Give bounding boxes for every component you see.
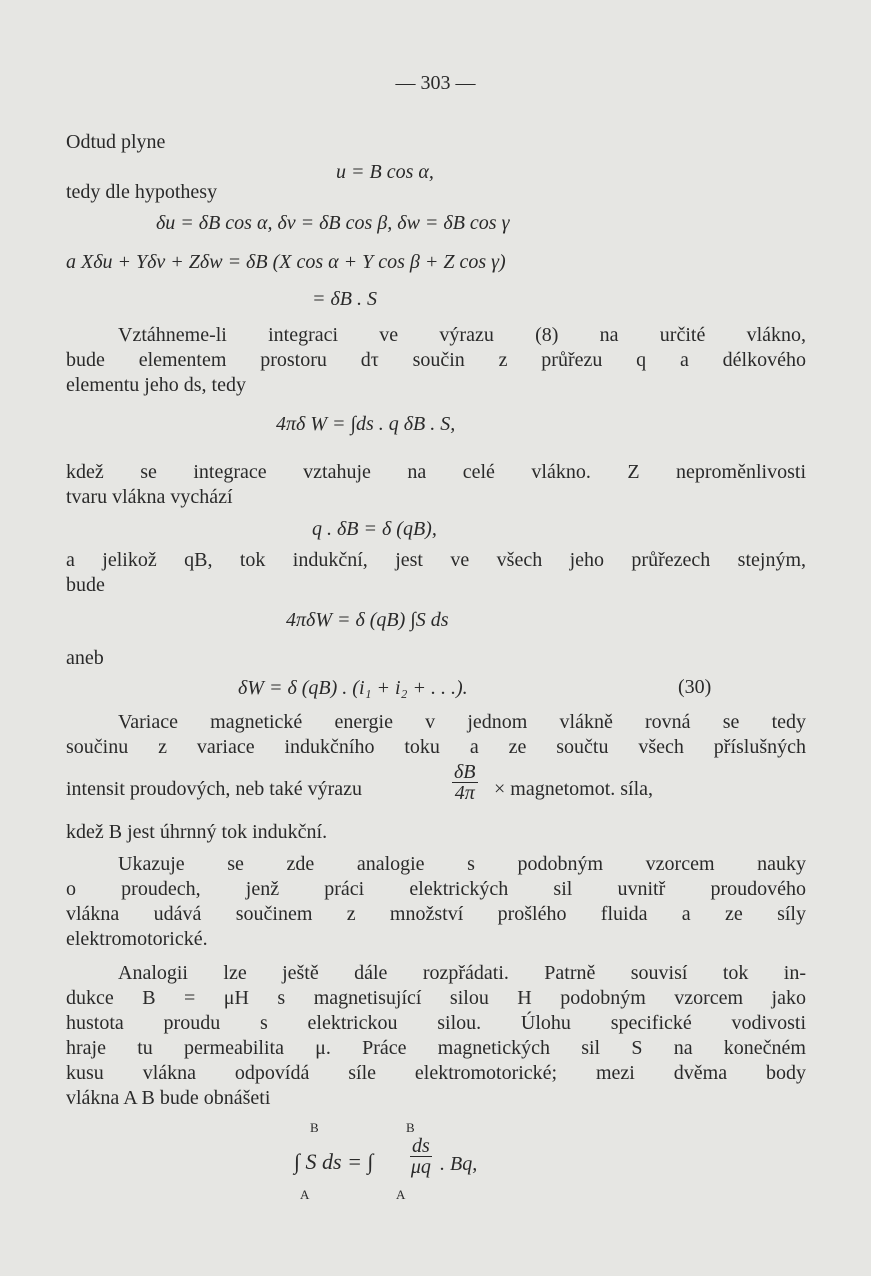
equation: a Xδu + Yδv + Zδw = δB (X cos α + Y cos β + Z cos γ) [66, 251, 506, 273]
equation-number: (30) [678, 676, 712, 698]
text-line: Vztáhneme-li integraci ve výrazu (8) na určité vlákno, [118, 324, 806, 346]
text-line: Odtud plyne [66, 131, 166, 153]
equation: = δB . S [312, 288, 378, 310]
text-line: o proudech, jenž práci elektrických sil uvnitř proudového [66, 878, 806, 900]
text-line: součinu z variace indukčního toku a ze součtu všech příslušných [66, 736, 806, 758]
text-line: vlákna udává součinem z množství prošlého fluida a ze síly [66, 903, 806, 925]
text-line: hraje tu permeabilita μ. Práce magnetických sil S na konečném [66, 1037, 806, 1059]
equation: 4πδW = δ (qB) ∫S ds [286, 609, 449, 631]
integral-lower-limit: A [300, 1187, 310, 1202]
text-line: bude elementem prostoru dτ součin z průřezu q a délkového [66, 349, 806, 371]
equation: u = B cos α, [336, 161, 434, 183]
equation: q . δB = δ (qB), [312, 518, 437, 540]
text-line: hustota proudu s elektrickou silou. Úlohu specifické vodivosti [66, 1012, 806, 1034]
fraction-denominator: μq [410, 1156, 431, 1178]
text-line: tedy dle hypothesy [66, 181, 218, 203]
text-line: kdež B jest úhrnný tok indukční. [66, 821, 328, 843]
text-line: Analogii lze ještě dále rozpřádati. Patrně souvisí tok in- [118, 962, 806, 984]
text-line: dukce B = μH s magnetisující silou H podobným vzorcem jako [66, 987, 806, 1009]
fraction [452, 762, 478, 803]
equation: δW = δ (qB) . (i₁ + i₂ + . . .). [238, 677, 468, 699]
integral-upper-limit: B [406, 1120, 415, 1135]
text-line: intensit proudových, neb také výrazu [66, 778, 363, 800]
text-line: bude [66, 574, 105, 596]
text-line: elementu jeho ds, tedy [66, 374, 246, 396]
text-line: × magnetomot. síla, [494, 778, 654, 800]
text-line: Ukazuje se zde analogie s podobným vzorcem nauky [118, 853, 806, 875]
integral-lower-limit: A [396, 1187, 406, 1202]
text-line: kusu vlákna odpovídá síle elektromotorické; mezi dvěma body [66, 1062, 806, 1084]
page-number: — 303 — [395, 72, 476, 94]
fraction-denominator: 4π [454, 782, 475, 804]
equation: . Bq, [440, 1153, 478, 1175]
fraction-numerator: ds [412, 1135, 430, 1157]
equation: ∫ S ds = ∫ [294, 1149, 374, 1174]
equation: 4πδ W = ∫ds . q δB . S, [276, 413, 456, 435]
fraction [410, 1136, 432, 1177]
text-line: Variace magnetické energie v jednom vlákně rovná se tedy [118, 711, 806, 733]
text-line: elektromotorické. [66, 928, 208, 950]
text-line: aneb [66, 647, 104, 669]
equation: δu = δB cos α, δv = δB cos β, δw = δB cos γ [156, 212, 510, 234]
text-line: tvaru vlákna vychází [66, 486, 233, 508]
text-line: a jelikož qB, tok indukční, jest ve všech jeho průřezech stejným, [66, 549, 806, 571]
text-line: vlákna A B bude obnášeti [66, 1087, 271, 1109]
text-line: kdež se integrace vztahuje na celé vlákno. Z neproměnlivosti [66, 461, 806, 483]
integral-upper-limit: B [310, 1120, 319, 1135]
fraction-numerator: δB [454, 761, 476, 783]
